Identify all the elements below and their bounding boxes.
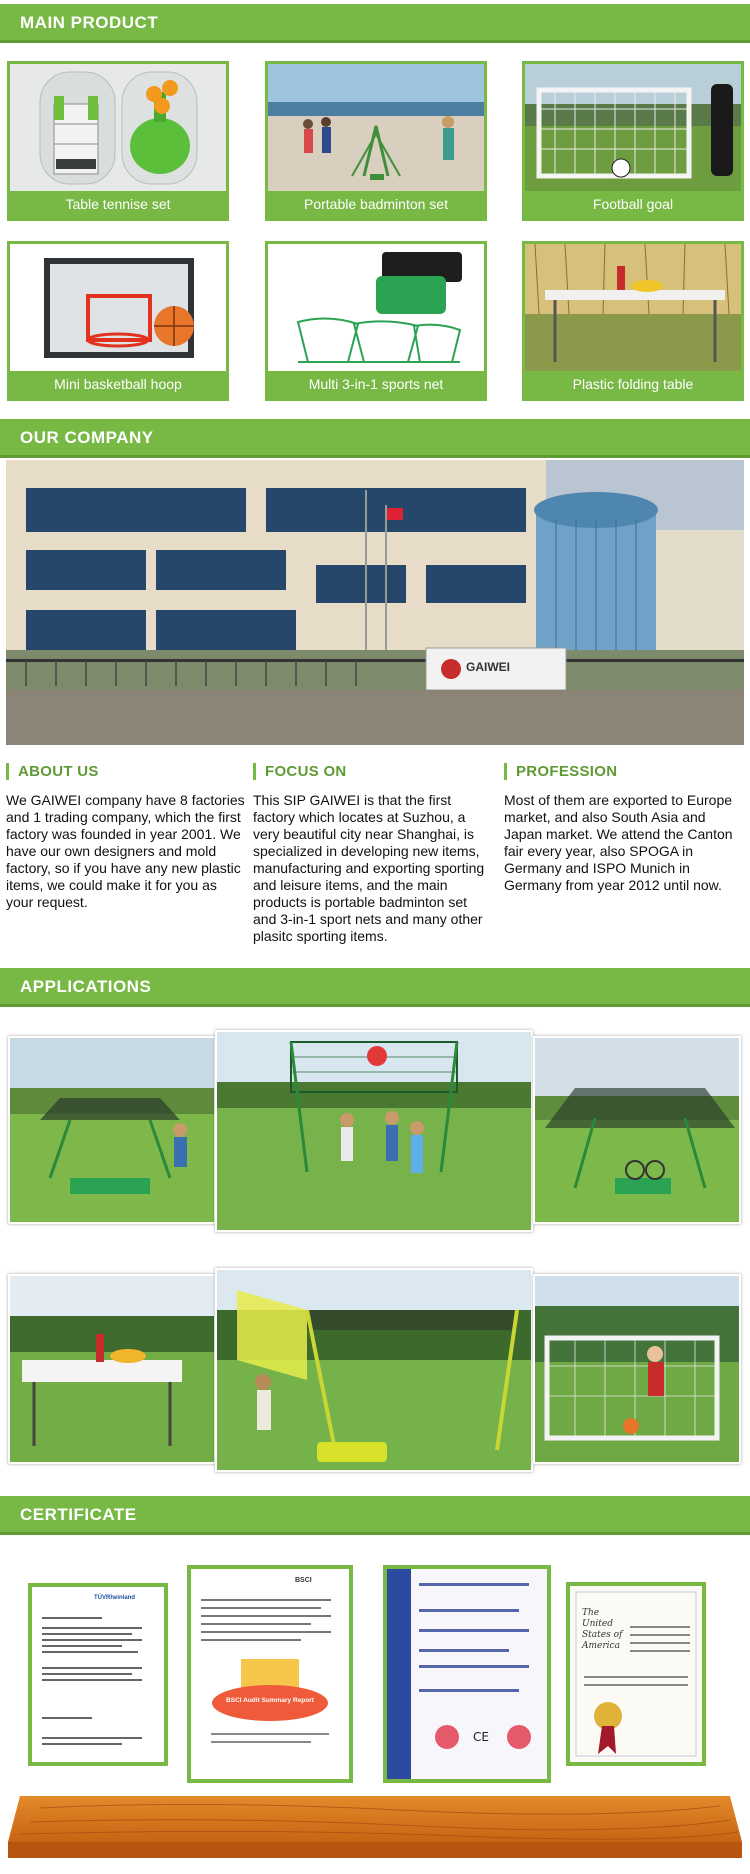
- application-photo-folding-table: [8, 1274, 216, 1464]
- table-tennis-image: [10, 64, 226, 191]
- product-card-folding-table[interactable]: [522, 241, 744, 401]
- application-photo-badminton-boy: [8, 1036, 216, 1224]
- company-sign: GAIWEI: [466, 660, 510, 674]
- product-card-basketball-hoop[interactable]: [7, 241, 229, 401]
- product-card-badminton[interactable]: [265, 61, 487, 221]
- section-title: MAIN PRODUCT: [20, 13, 159, 32]
- about-us-column: [6, 763, 246, 911]
- product-label: Portable badminton set: [268, 191, 484, 218]
- application-photo-football-goal: [533, 1274, 741, 1464]
- us-certificate-title: The United States of America: [582, 1608, 623, 1651]
- product-label: Multi 3-in-1 sports net: [268, 371, 484, 398]
- certificate-us-patent: [566, 1582, 706, 1766]
- company-building-photo: [6, 460, 744, 745]
- svg-text:CE: CE: [473, 1730, 489, 1744]
- bsci-report-title: BSCI Audit Summary Report: [226, 1697, 314, 1704]
- application-photo-volleyball-kids: [215, 1030, 533, 1232]
- profession-column: [504, 763, 744, 894]
- main-product-header: [0, 4, 750, 40]
- focus-on-column: [253, 763, 493, 945]
- wooden-shelf: [0, 1796, 750, 1866]
- product-card-table-tennis[interactable]: [7, 61, 229, 221]
- section-title: CERTIFICATE: [20, 1505, 137, 1524]
- certificate-tuv: [28, 1583, 168, 1766]
- tuv-brand: TÜVRheinland: [94, 1595, 136, 1601]
- product-card-football-goal[interactable]: [522, 61, 744, 221]
- certificate-bsci: [187, 1565, 353, 1783]
- profession-heading: PROFESSION: [504, 763, 744, 780]
- product-label: Plastic folding table: [525, 371, 741, 398]
- football-goal-image: [525, 64, 741, 191]
- folding-table-image: [525, 244, 741, 371]
- section-title: APPLICATIONS: [20, 977, 152, 996]
- profession-text: Most of them are exported to Europe market, and also South Asia and Japan market. We attend the Canton fair every year, also SPOGA in Germany and ISPO Munich in Germany from year 2012 until now.: [504, 792, 733, 893]
- section-title: OUR COMPANY: [20, 428, 154, 447]
- application-photo-badminton-yellow: [215, 1268, 533, 1472]
- application-photo-net-rackets: [533, 1036, 741, 1224]
- badminton-image: [268, 64, 484, 191]
- product-label: Football goal: [525, 191, 741, 218]
- bsci-brand: BSCI: [295, 1577, 312, 1584]
- product-label: Table tennise set: [10, 191, 226, 218]
- multi-net-image: [268, 244, 484, 371]
- certificate-header: [0, 1496, 750, 1532]
- applications-header: [0, 968, 750, 1004]
- product-label: Mini basketball hoop: [10, 371, 226, 398]
- our-company-header: [0, 419, 750, 455]
- about-us-heading: ABOUT US: [6, 763, 246, 780]
- about-us-text: We GAIWEI company have 8 factories and 1 trading company, which the first factory was founded in year 2001. We have our own designers and mold factory, so if you have any new plastic items, we could make it for you as your request.: [6, 792, 245, 910]
- product-card-multi-net[interactable]: [265, 241, 487, 401]
- certificate-ce: [383, 1565, 551, 1783]
- focus-on-heading: FOCUS ON: [253, 763, 493, 780]
- focus-on-text: This SIP GAIWEI is that the first factory which locates at Suzhou, a very beautiful city near Shanghai, is specialized in developing new items, manufacturing and exporting sporting and leisure items, and the main products is portable badminton set and 3-in-1 sport nets and many other plasitc sporting items.: [253, 792, 485, 944]
- basketball-hoop-image: [10, 244, 226, 371]
